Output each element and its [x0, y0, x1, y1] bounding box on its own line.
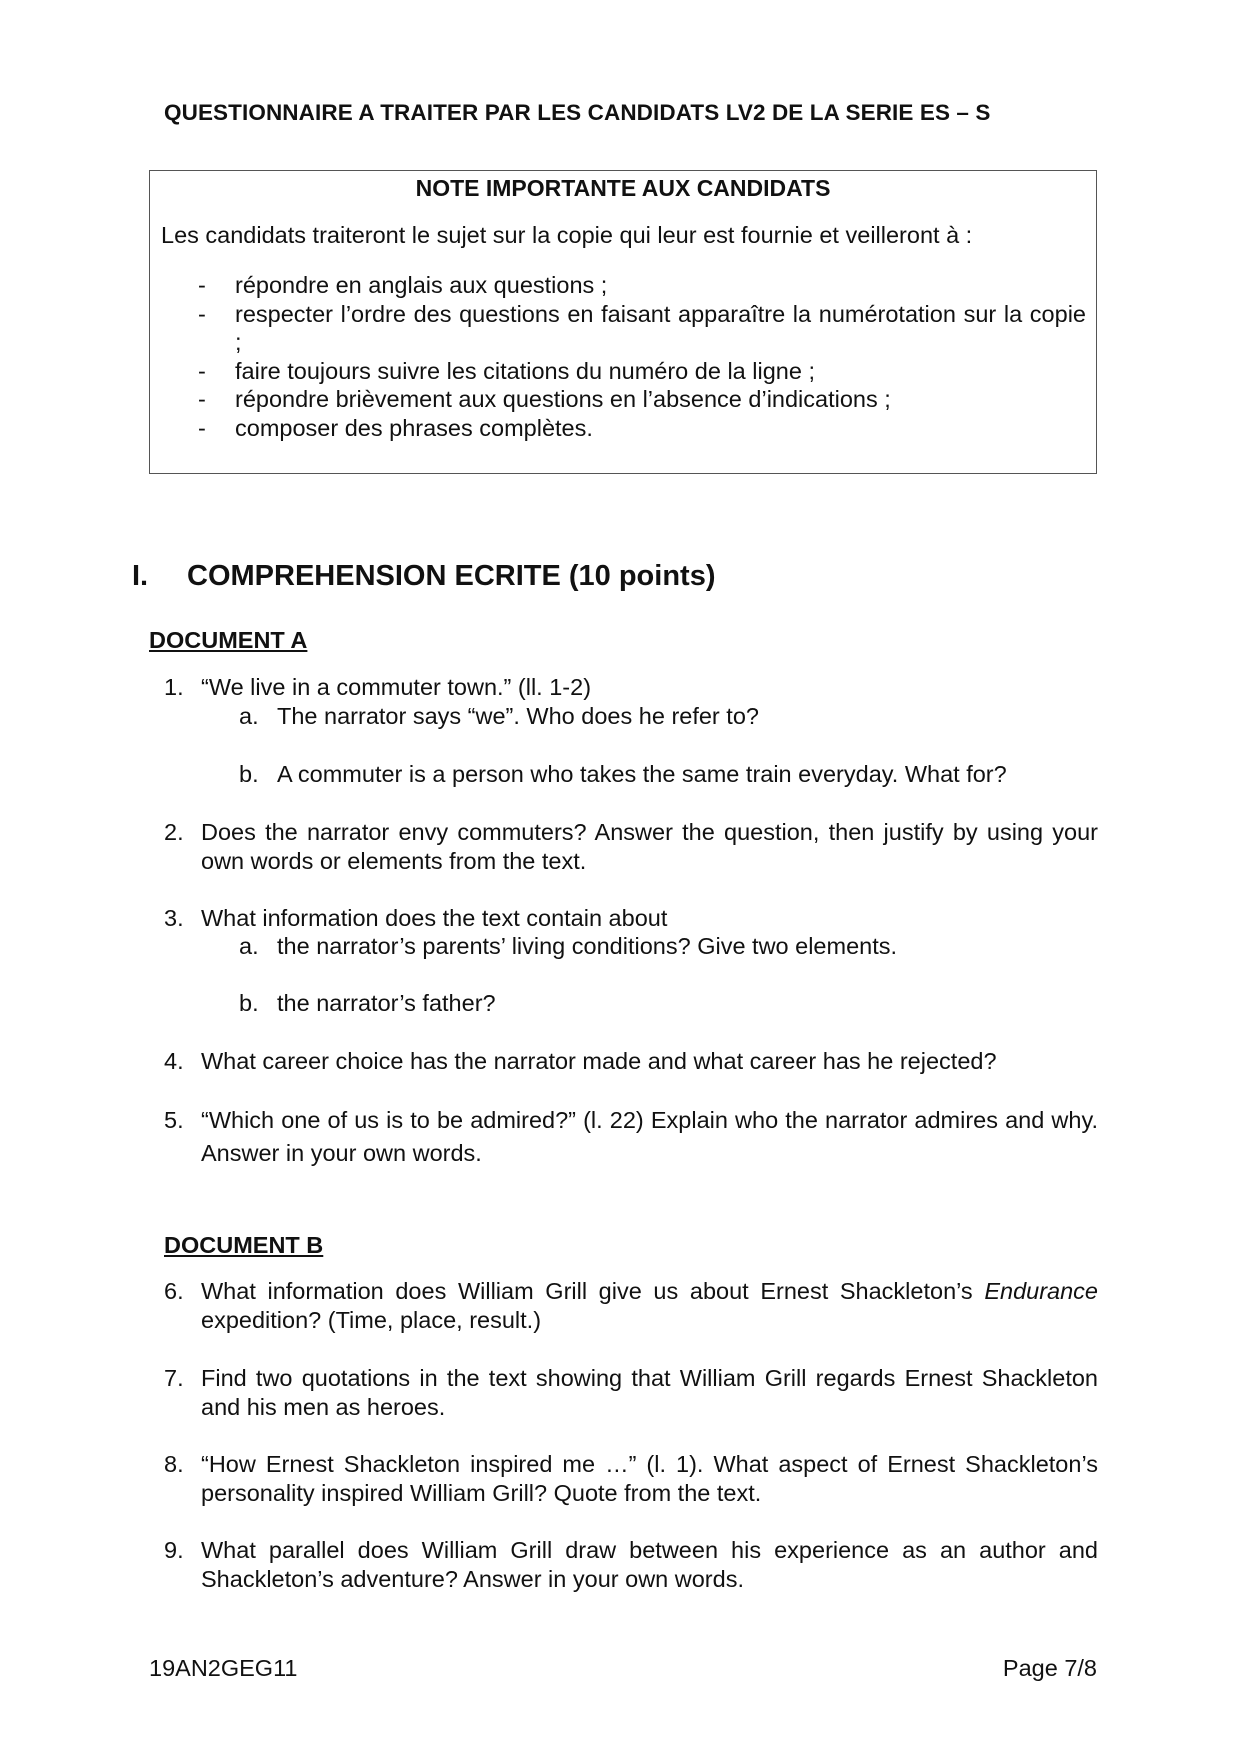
question-number: 3.: [164, 905, 184, 931]
question-number: 2.: [164, 819, 184, 845]
note-item: - respecter l’ordre des questions en faisant apparaître la numérotation sur la copie ;: [198, 300, 1086, 355]
question-text: What information does William Grill give us about Ernest Shackleton’s Endurance expedition? (Time, place, result.): [201, 1278, 1098, 1333]
important-note-box: [149, 170, 1097, 474]
question-number: 8.: [164, 1451, 184, 1477]
sub-label: a.: [239, 703, 259, 729]
question-9: [164, 1536, 1098, 1593]
note-item: - répondre en anglais aux questions ;: [198, 272, 608, 298]
question-number: 4.: [164, 1048, 184, 1074]
question-1a: [239, 702, 1099, 731]
question-text: Find two quotations in the text showing that William Grill regards Ernest Shackleton and his men as heroes.: [201, 1365, 1098, 1420]
sub-label: b.: [239, 990, 259, 1016]
question-text: Does the narrator envy commuters? Answer the question, then justify by using your own words or elements from the text.: [201, 819, 1098, 874]
footer-code: 19AN2GEG11: [149, 1655, 298, 1681]
bullet-dash: -: [198, 272, 206, 298]
document-b-heading: DOCUMENT B: [164, 1232, 324, 1258]
question-3b: [239, 989, 1099, 1018]
question-text: What career choice has the narrator made and what career has he rejected?: [201, 1048, 997, 1074]
section-heading: [132, 560, 716, 593]
sub-label: b.: [239, 761, 259, 787]
sub-text: the narrator’s parents’ living conditions? Give two elements.: [277, 933, 898, 959]
section-number: I.: [132, 560, 149, 592]
question-1b: [239, 760, 1099, 789]
question-2: [164, 818, 1098, 875]
bullet-dash: -: [198, 386, 206, 412]
question-number: 5.: [164, 1107, 184, 1133]
question-7: [164, 1364, 1098, 1421]
bullet-dash: -: [198, 414, 206, 441]
question-text: “We live in a commuter town.” (ll. 1-2): [201, 674, 592, 700]
question-5: [164, 1104, 1098, 1170]
question-3: [164, 904, 1098, 933]
expedition-name: Endurance: [984, 1278, 1098, 1304]
note-heading: NOTE IMPORTANTE AUX CANDIDATS: [415, 175, 831, 201]
question-number: 1.: [164, 674, 184, 700]
note-item: - répondre brièvement aux questions en l’absence d’indications ;: [198, 386, 891, 412]
question-3a: [239, 932, 1099, 961]
bullet-dash: -: [198, 357, 206, 384]
question-text: “How Ernest Shackleton inspired me …” (l. 1). What aspect of Ernest Shackleton’s personality inspired William Grill? Quote from the text.: [201, 1451, 1098, 1506]
question-text: What information does the text contain about: [201, 905, 668, 931]
bullet-dash: -: [198, 300, 206, 327]
question-number: 7.: [164, 1365, 184, 1391]
question-number: 6.: [164, 1278, 184, 1304]
note-instructions-list: [198, 271, 1086, 442]
question-8: [164, 1450, 1098, 1507]
document-a-heading: DOCUMENT A: [149, 627, 308, 653]
section-title: COMPREHENSION ECRITE (10 points): [187, 560, 716, 592]
question-text: What parallel does William Grill draw between his experience as an author and Shackleton’s adventure? Answer in your own words.: [201, 1537, 1098, 1592]
question-6: [164, 1277, 1098, 1334]
footer-page-number: Page 7/8: [1002, 1655, 1097, 1681]
page-title: QUESTIONNAIRE A TRAITER PAR LES CANDIDATS LV2 DE LA SERIE ES – S: [164, 100, 991, 125]
question-number: 9.: [164, 1537, 184, 1563]
question-text: “Which one of us is to be admired?” (l. 22) Explain who the narrator admires and why. Answer in your own words.: [201, 1107, 1098, 1166]
note-item: - faire toujours suivre les citations du numéro de la ligne ;: [198, 357, 815, 384]
question-1: [164, 673, 1098, 702]
sub-text: The narrator says “we”. Who does he refer to?: [277, 703, 759, 729]
sub-label: a.: [239, 933, 259, 959]
question-4: [164, 1047, 1098, 1076]
sub-text: A commuter is a person who takes the same train everyday. What for?: [277, 761, 1007, 787]
note-intro: Les candidats traiteront le sujet sur la copie qui leur est fournie et veilleront à :: [161, 222, 973, 248]
sub-text: the narrator’s father?: [277, 990, 496, 1016]
note-item: - composer des phrases complètes.: [198, 414, 593, 441]
